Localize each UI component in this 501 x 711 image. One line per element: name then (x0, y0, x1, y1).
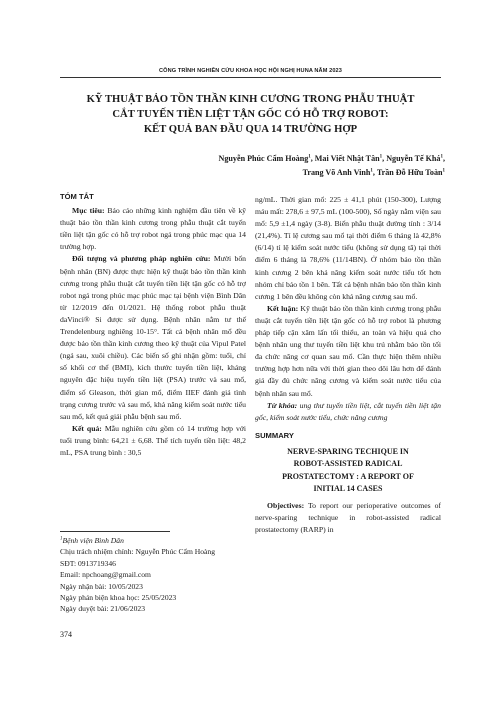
author-5: Trần Đỗ Hữu Toàn (376, 168, 443, 177)
author-list (105, 152, 445, 180)
date-accepted: Ngày duyệt bài: 21/06/2023 (60, 604, 145, 614)
keywords-paragraph: Từ khóa: ung thư tuyến tiền liệt, cắt tuyến tiền liệt tận gốc, kiểm soát nước tiểu, chức năng cương (255, 400, 441, 422)
conclusion-paragraph: Kết luận: Kỹ thuật bảo tồn thần kinh cương trong phẫu thuật cắt tuyến tiền liệt tận gốc có hỗ trợ robot là phương pháp tiếp cận xâm lấn tối thiểu, an toàn và hiệu quả cho bệnh nhân ung thư tuyến tiền liệt khu trú nhằm bảo tồn tối đa chức năng cơ quan sau mổ. Cần thực hiện thêm nhiều trường hợp hơn nữa với thời gian theo dõi lâu hơn để đánh giá đầy đủ chức năng cương và kiểm soát nước tiểu của bệnh nhân sau mổ. (255, 303, 441, 398)
responsible-author: Chịu trách nhiệm chính: Nguyễn Phúc Cẩm Hoàng (60, 547, 216, 557)
english-title: NERVE-SPARING TECHIQUE IN ROBOT-ASSISTED RADICAL PROSTATECTOMY : A REPORT OF INITIAL 14 CASES (282, 446, 414, 494)
title-line-3: KẾT QUẢ BAN ĐẦU QUA 14 TRƯỜNG HỢP (143, 124, 358, 135)
page-number: 374 (60, 630, 72, 639)
author-1: Nguyễn Phúc Cẩm Hoàng (218, 154, 309, 163)
title-line-2: CẮT TUYẾN TIỀN LIỆT TẬN GỐC CÓ HỖ TRỢ ROBOT: (112, 109, 389, 120)
objective-paragraph: Mục tiêu: Báo cáo những kinh nghiệm đầu tiên về kỹ thuật bảo tồn thần kinh cương trong phẫu thuật cắt tuyến tiền liệt tận gốc có hỗ trợ robot ngả trong phúc mạc qua 14 trường hợp. (60, 206, 247, 252)
summary-heading: SUMMARY (255, 430, 294, 440)
author-2: Mai Viết Nhật Tân (314, 154, 380, 163)
title-line-1: KỸ THUẬT BẢO TỒN THẦN KINH CƯƠNG TRONG PHẪU THUẬT (86, 94, 415, 105)
article-title (55, 92, 446, 137)
right-column (255, 194, 441, 536)
author-line-1: Nguyễn Phúc Cẩm Hoàng$^1$, Mai Viết Nhật Tân$^1$, Nguyễn Tế Khá$^1$, (218, 154, 445, 163)
email: Email: npchoang@gmail.com (60, 570, 151, 580)
footnote-rule (60, 531, 170, 532)
running-header: CÔNG TRÌNH NGHIÊN CỨU KHOA HỌC HỘI NGHỊ HUNA NĂM 2023 (159, 68, 342, 74)
abstract-heading: TÓM TẮT (60, 192, 94, 201)
results-paragraph-start: Kết quả: Mẫu nghiên cứu gồm có 14 trường hợp với tuổi trung bình: 64,21 ± 6,68. Thể tích tuyến tiền liệt: 48,2 mL, PSA trung bình : 30,5 (60, 423, 247, 457)
header-rule (60, 77, 441, 78)
author-line-2: Trang Võ Anh Vinh$^1$, Trần Đỗ Hữu Toàn$^1$ (302, 168, 445, 177)
footnotes (60, 535, 246, 615)
affiliation: $^1$Bệnh viện Bình Dân (60, 536, 124, 545)
author-4: Trang Võ Anh Vinh (302, 168, 371, 177)
phone: SĐT: 0913719346 (60, 558, 116, 568)
date-received: Ngày nhận bài: 10/05/2023 (60, 581, 143, 591)
date-reviewed: Ngày phản biện khoa học: 25/05/2023 (60, 593, 177, 603)
results-paragraph-cont: ng/mL. Thời gian mổ: 225 ± 41,1 phút (150-300), Lượng máu mất: 278,6 ± 97,5 mL (100-500), Số ngày nằm viện sau mổ: 5,9 ±1,4 ngày (3-8). Biến phẫu thuật đường tính : 3/14 (21,4%). Tỉ lệ cương sau mổ tại thời điểm 6 tháng là 42,8% (6/14) tỉ lệ kiểm soát nước tiểu (không sử dụng tã) tại thời điểm 6 tháng là 78,6% (11/14BN). Ở nhóm bảo tồn thần kinh cương 2 bên khả năng kiểm soát nước tiểu tốt hơn nhóm chỉ bảo tồn 1 bên. Tất cả bệnh nhân bảo tồn thần kinh cương 1 bên đều không còn khả năng cương sau mổ. (255, 195, 441, 301)
left-column (60, 191, 246, 459)
author-3: Nguyễn Tế Khá (386, 154, 441, 163)
methods-paragraph: Đối tượng và phương pháp nghiên cứu: Mười bốn bệnh nhân (BN) được thực hiện kỹ thuật bảo tồn thần kinh cương trong phẫu thuật cắt tuyến tiền liệt tận gốc có hỗ trợ robot ngả trong phúc mạc phúc mạc tại bệnh viện Bình Dân từ 12/2019 đến 01/2021. Hệ thống robot phẫu thuật daVinci® Si được sử dụng. Bệnh nhân nằm tư thế Trendelenburg nghiêng 10-15°. Tất cả bệnh nhân mổ đều được bảo tồn thần kinh cương theo kỹ thuật của Vipul Patel (ngả sau, xuôi chiều). Các biến số ghi nhận gồm: tuổi, chỉ số khối cơ thể (BMI), kích thước tuyến tiền liệt, kháng nguyên đặc hiệu tuyến tiền liệt (PSA) trước và sau mổ, điểm số Gleason, thời gian mổ, điểm IIEF đánh giá tình trạng cương trước và sau mổ, khả năng kiểm soát nước tiểu sau mổ, kết quả giải phẫu bệnh sau mổ. (60, 254, 247, 421)
objectives-paragraph: Objectives: To report our perioperative outcomes of nerve-sparing technique in robot-assisted radical prostatectomy (RARP) in (255, 500, 441, 535)
